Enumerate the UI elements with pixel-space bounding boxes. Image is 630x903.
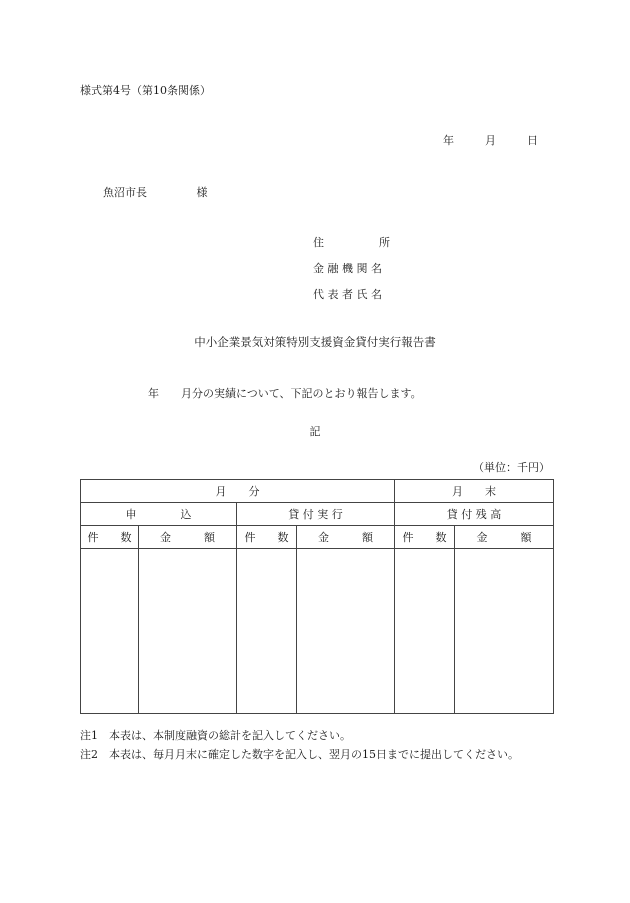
document-title: 中小企業景気対策特別支援資金貸付実行報告書: [194, 335, 436, 349]
application-count-cell[interactable]: [81, 549, 139, 714]
addressee-name: 魚沼市長: [103, 186, 147, 199]
application-header: 申 込: [81, 503, 237, 526]
sender-institution-label: 金 融 機 関 名: [313, 262, 382, 275]
table-category-row: [81, 503, 554, 526]
date-month: 月: [485, 134, 496, 147]
group-month-end-header: 月 末: [395, 480, 554, 503]
balance-amount-header: 金 額: [455, 526, 554, 549]
note-1: 注1 本表は、本制度融資の総計を記入してください。: [80, 729, 351, 742]
balance-count-cell[interactable]: [395, 549, 455, 714]
ki-marker: 記: [309, 425, 321, 438]
date-year: 年: [443, 134, 454, 147]
execution-amount-header: 金 額: [297, 526, 395, 549]
execution-count-header: 件 数: [237, 526, 297, 549]
execution-amount-cell[interactable]: [297, 549, 395, 714]
sender-address-label: 住 所: [313, 236, 390, 249]
date-day: 日: [527, 134, 538, 147]
balance-amount-cell[interactable]: [455, 549, 554, 714]
table-subheader-row: [81, 526, 554, 549]
report-table: [80, 479, 554, 714]
execution-header: 貸 付 実 行: [237, 503, 395, 526]
addressee: [103, 184, 208, 200]
date-line: [443, 132, 538, 148]
table-entry-row: [81, 549, 554, 714]
execution-count-cell[interactable]: [237, 549, 297, 714]
form-number: 様式第4号（第10条関係）: [80, 84, 211, 97]
note-2: 注2 本表は、毎月月末に確定した数字を記入し、翌月の15日までに提出してください。: [80, 748, 519, 761]
unit-label: （単位：千円）: [473, 461, 550, 474]
application-amount-header: 金 額: [139, 526, 237, 549]
table-group-row: [81, 480, 554, 503]
balance-header: 貸 付 残 高: [395, 503, 554, 526]
group-month-header: 月 分: [81, 480, 395, 503]
balance-count-header: 件 数: [395, 526, 455, 549]
application-amount-cell[interactable]: [139, 549, 237, 714]
application-count-header: 件 数: [81, 526, 139, 549]
addressee-honorific: 様: [196, 186, 208, 199]
sender-representative-label: 代 表 者 氏 名: [313, 288, 382, 301]
lead-text: 年 月分の実績について、下記のとおり報告します。: [148, 387, 422, 400]
